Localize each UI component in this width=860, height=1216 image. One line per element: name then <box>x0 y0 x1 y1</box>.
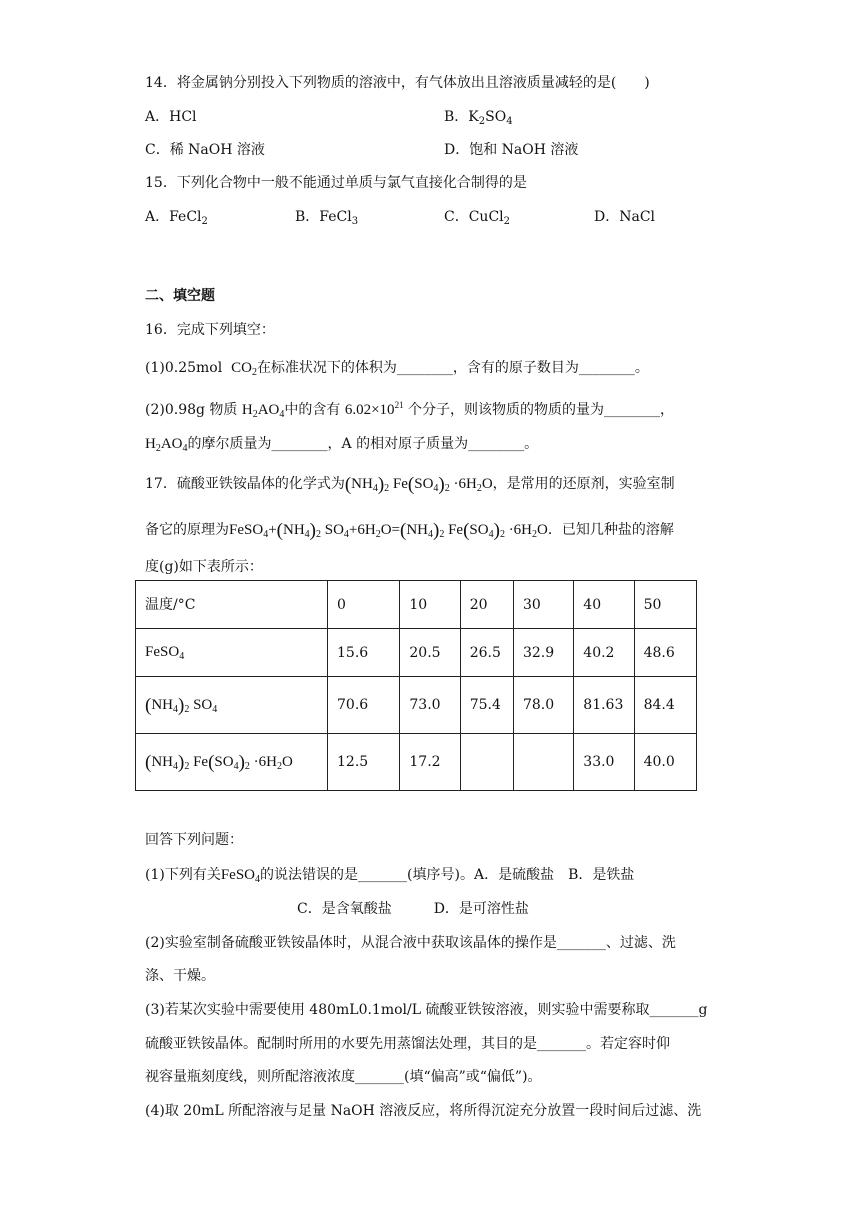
row-label: FeSO$_4$ <box>136 629 328 677</box>
row-label: $(NH_4)_2$ $SO_4$ <box>136 677 328 734</box>
q15-option-b: B．FeCl$_3$ <box>295 209 359 227</box>
table-cell: 40.2 <box>574 629 634 677</box>
header-cell: 0 <box>328 581 400 629</box>
q15-option-c: C．CuCl$_2$ <box>444 209 511 227</box>
q17-sub2-line1: (2)实验室制备硫酸亚铁铵晶体时，从混合液中获取该晶体的操作是_______、过滤、洗 <box>145 935 676 951</box>
q17-line3: 度(g)如下表所示： <box>145 559 263 575</box>
q17-sub3-line3: 视容量瓶刻度线，则所配溶液浓度_______(填“偏高”或“偏低”)。 <box>145 1069 542 1085</box>
table-cell: 12.5 <box>328 734 400 791</box>
q17-sub1-line2: C．是含氧酸盐 D．是可溶性盐 <box>297 901 529 917</box>
header-cell: 30 <box>513 581 573 629</box>
q14-option-b: B．$K_2SO_4$ <box>444 109 513 127</box>
q16-part2-line2: $H_2AO_4$的摩尔质量为________，A 的相对原子质量为________。 <box>145 436 539 454</box>
table-cell: 84.4 <box>634 677 696 734</box>
header-cell: 50 <box>634 581 696 629</box>
q16-part2-line1: (2)0.98g 物质 $H_2AO_4$中的含有 $6.02\times 10^{21}$ 个分子，则该物质的物质的量为________， <box>145 400 675 420</box>
table-cell: 32.9 <box>513 629 573 677</box>
q15-stem: 15．下列化合物中一般不能通过单质与氯气直接化合制得的是 <box>145 175 527 191</box>
q14-option-d: D．饱和 NaOH 溶液 <box>444 142 579 158</box>
section-heading: 二、填空题 <box>145 288 215 304</box>
table-cell: 78.0 <box>513 677 573 734</box>
q17-sub4-line1: (4)取 20mL 所配溶液与足量 NaOH 溶液反应，将所得沉淀充分放置一段时间后过滤、洗 <box>145 1103 702 1119</box>
table-cell <box>460 734 513 791</box>
table-cell: 17.2 <box>400 734 460 791</box>
q14-option-a: A．HCl <box>145 109 197 125</box>
answer-intro: 回答下列问题： <box>145 832 243 848</box>
q14-option-c: C．稀 NaOH 溶液 <box>145 142 265 158</box>
q17-line2: 备它的原理为$FeSO_4+(NH_4)_2$ $SO_4+6H_2O=(NH_4)_2$ $Fe(SO_4)_2 \cdot 6H_2O$．已知几种盐的溶解 <box>145 520 674 541</box>
table-cell: 20.5 <box>400 629 460 677</box>
table-cell: 81.63 <box>574 677 634 734</box>
header-cell: 20 <box>460 581 513 629</box>
table-cell <box>513 734 573 791</box>
header-cell: 40 <box>574 581 634 629</box>
q14-stem: 14．将金属钠分别投入下列物质的溶液中，有气体放出且溶液质量减轻的是( ) <box>145 75 650 91</box>
q17-sub2-line2: 涤、干燥。 <box>145 968 215 984</box>
table-cell: 33.0 <box>574 734 634 791</box>
header-cell: 温度/°C <box>136 581 328 629</box>
table-header-row <box>136 581 697 629</box>
table-cell: 40.0 <box>634 734 696 791</box>
q17-sub3-line1: (3)若某次实验中需要使用 480mL0.1mol/L 硫酸亚铁铵溶液，则实验中需要称取_______g <box>145 1002 708 1018</box>
table-cell: 15.6 <box>328 629 400 677</box>
table-row <box>136 629 697 677</box>
table-row <box>136 677 697 734</box>
table-cell: 26.5 <box>460 629 513 677</box>
q17-sub3-line2: 硫酸亚铁铵晶体。配制时所用的水要先用蒸馏法处理，其目的是_______。若定容时仰 <box>145 1036 670 1052</box>
table-row <box>136 734 697 791</box>
solubility-table <box>135 580 697 791</box>
q15-option-a: A．FeCl$_2$ <box>145 209 208 227</box>
q17-line1: 17．硫酸亚铁铵晶体的化学式为$(NH_4)_2$ $Fe(SO_4)_2 \cdot 6H_2O$，是常用的还原剂，实验室制 <box>145 474 675 495</box>
header-cell: 10 <box>400 581 460 629</box>
table-cell: 75.4 <box>460 677 513 734</box>
q16-part1: (1)0.25mol $CO_2$在标准状况下的体积为________，含有的原子数目为________。 <box>145 360 649 378</box>
table-cell: 70.6 <box>328 677 400 734</box>
table-cell: 48.6 <box>634 629 696 677</box>
table-cell: 73.0 <box>400 677 460 734</box>
row-label: $(NH_4)_2$ $Fe(SO_4)_2 \cdot 6H_2O$ <box>136 734 328 791</box>
q16-stem: 16．完成下列填空： <box>145 322 275 338</box>
q17-sub1-line1: (1)下列有关FeSO$_4$的说法错误的是_______(填序号)。A．是硫酸盐 B．是铁盐 <box>145 867 635 885</box>
q15-option-d: D．NaCl <box>594 209 656 225</box>
